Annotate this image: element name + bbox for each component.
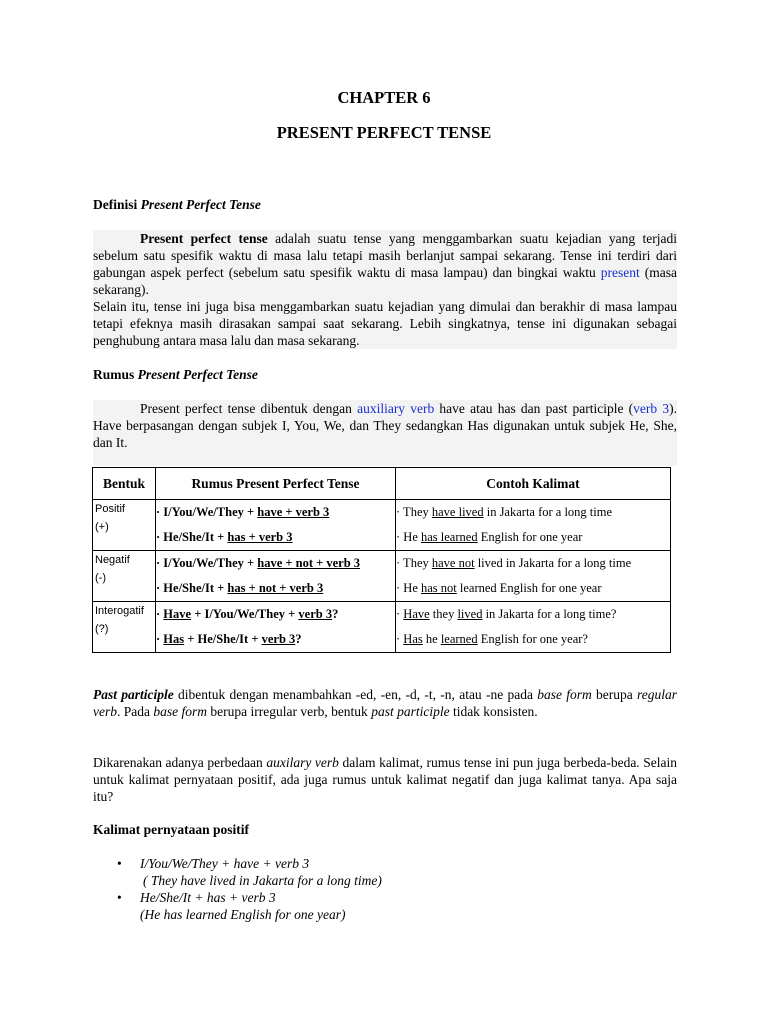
table-row: Interogatif (?) · Have + I/You/We/They + verb 3? · Has + He/She/It + verb 3? · Have they lived in Jakarta for a long time? · Has he learned English for one year? xyxy=(93,602,671,653)
past-participle-paragraph: Past participle dibentuk dengan menambahkan -ed, -en, -d, -t, -n, atau -ne pada base form berupa regular verb. Pada base form berupa irregular verb, bentuk past participle tidak konsisten. xyxy=(93,687,678,719)
formula-heading: Rumus Present Perfect Tense xyxy=(93,367,258,382)
positive-list: • I/You/We/They + have + verb 3 ( They have lived in Jakarta for a long time) • He/She/It + has + verb 3 (He has learned English for one year) xyxy=(117,856,382,922)
list-item: • I/You/We/They + have + verb 3 xyxy=(117,856,310,871)
list-item: • He/She/It + has + verb 3 xyxy=(117,890,276,905)
verb3-link[interactable]: verb 3 xyxy=(633,401,670,416)
positive-heading: Kalimat pernyataan positif xyxy=(93,822,250,837)
table-row: Positif (+) · I/You/We/They + have + verb 3 · He/She/It + has + verb 3 · They have lived in Jakarta for a long time · He has learned English for one year xyxy=(93,500,671,551)
definition-heading: Definisi Present Perfect Tense xyxy=(93,197,261,212)
table-row: Negatif (-) · I/You/We/They + have + not + verb 3 · He/She/It + has + not + verb 3 · They have not lived in Jakarta for a long time · He has not learned English for one year xyxy=(93,551,671,602)
auxilary-paragraph: Dikarenakan adanya perbedaan auxilary verb dalam kalimat, rumus tense ini pun juga berbeda-beda. Selain untuk kalimat pernyataan positif, ada juga rumus untuk kalimat negatif dan juga kalimat tanya. Apa saja itu? xyxy=(93,755,677,804)
page-title: PRESENT PERFECT TENSE xyxy=(276,123,492,142)
formula-table: Bentuk Rumus Present Perfect Tense Contoh Kalimat Positif (+) · I/You/We/They + have + verb 3 · He/She/It + has + verb 3 · They have lived in Jakarta for a long time · He has learned English for one year Negatif (-) · I/You/We/They + have + not + verb 3 · He/She/It + has + not + verb 3 · They have not lived in Jakarta for a long time · He has not learned English for one year Interogatif (?) · Have + I/You/We/They + verb 3? · Has + He/She/It + verb 3? · Have they lived in Jakarta for a long time? · Has he learned English for one year? xyxy=(92,467,671,653)
chapter-heading: CHAPTER 6 xyxy=(337,88,431,107)
present-link[interactable]: present xyxy=(600,265,640,280)
formula-paragraph: Present perfect tense dibentuk dengan auxiliary verb have atau has dan past participle (verb 3). Have berpasangan dengan subjek I, You, We, dan They sedangkan Has digunakan untuk subjek He, She, dan It. xyxy=(93,400,677,466)
definition-block: Present perfect tense adalah suatu tense yang menggambarkan suatu kejadian yang terjadi sebelum satu spesifik waktu di masa lalu tetapi masih berlanjut sampai sekarang. Tense ini terdiri dari gabungan aspek perfect (sebelum satu spesifik waktu di masa lampau) dan bingkai waktu present (masa sekarang). Selain itu, tense ini juga bisa menggambarkan suatu kejadian yang dimulai dan berakhir di masa lampau tetapi efeknya masih dirasakan sampai saat sekarang. Lebih singkatnya, tense ini digunakan sebagai penghubung antara masa lalu dan masa sekarang. xyxy=(93,231,677,348)
auxiliary-verb-link[interactable]: auxiliary verb xyxy=(357,401,435,416)
